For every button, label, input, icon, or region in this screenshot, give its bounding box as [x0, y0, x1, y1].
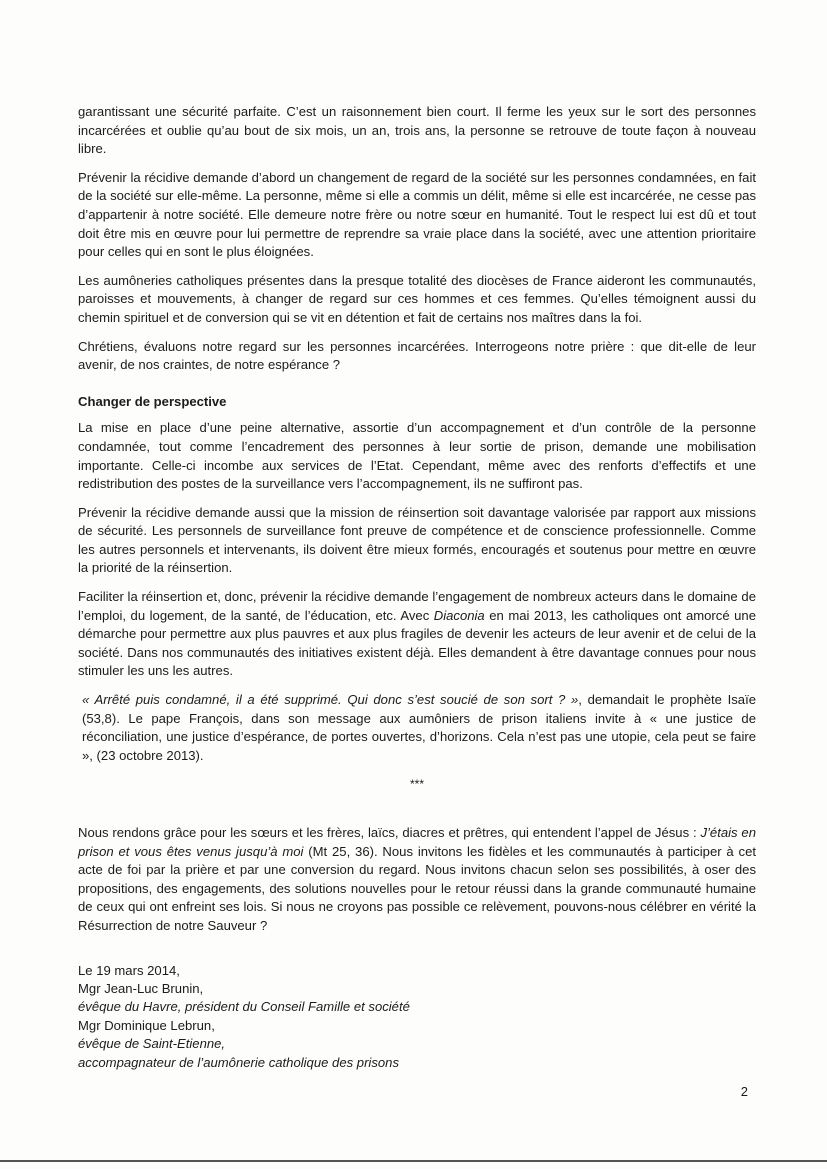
scan-bottom-edge: [0, 1160, 827, 1162]
gospel-quote: J’étais en prison et vous êtes venus jusqu’à moi: [78, 825, 756, 859]
signatory-1-role: [78, 998, 756, 1016]
paragraph-1: garantissant une sécurité parfaite. C’est un raisonnement bien court. Il ferme les yeux sur le sort des personnes incarcérées et oublie qu’au bout de six mois, un an, trois ans, la personne se retrouve de toute façon à nouveau libre.: [78, 104, 756, 157]
section-separator: ***: [409, 777, 424, 792]
paragraph-7-text-b: en mai 2013, les catholiques ont amorcé une démarche pour permettre aux plus pauvres et aux plus fragiles de devenir les acteurs de leur avenir et de celui de la société. Dans nos communautés des initiatives existent déjà. Elles demandent à être davantage connues pour nous stimuler les uns les autres.: [78, 607, 756, 679]
signatory-2-role-b-text: accompagnateur de l’aumônerie catholique des prisons: [78, 1054, 399, 1070]
paragraph-9-text-b: (Mt 25, 36). Nous invitons les fidèles et les communautés à participer à cet acte de foi par la prière et par une conversion du regard. Nous invitons chacun selon ses possibilités, à oser des propositions, des engagements, des solutions nouvelles pour le retour réussi dans la grande communauté humaine de ceux qui ont enfreint ses lois. Si nous ne croyons pas possible ce relèvement, pouvons-nous célébrer en vérité la Résurrection de notre Sauveur ?: [78, 843, 756, 933]
paragraph-7-text-a: Faciliter la réinsertion et, donc, prévenir la récidive demande l’engagement de nombreux acteurs dans le domaine de l’emploi, du logement, de la santé, de l’éducation, etc. Avec: [78, 589, 756, 623]
paragraph-9-text-a: Nous rendons grâce pour les sœurs et les frères, laïcs, diacres et prêtres, qui entendent l’appel de Jésus :: [78, 825, 701, 840]
paragraph-7: [78, 588, 756, 681]
section-heading: Changer de perspective: [78, 393, 227, 409]
paragraph-3: Les aumôneries catholiques présentes dans la presque totalité des diocèses de France aideront les communautés, paroisses et mouvements, à changer de regard sur ces hommes et ces femmes. Qu’elles témoignent aussi du chemin spirituel et de conversion qui se vit en détention et fait de certains nos maîtres dans la foi.: [78, 272, 756, 325]
paragraph-4: Chrétiens, évaluons notre regard sur les personnes incarcérées. Interrogeons notre prière : que dit-elle de leur avenir, de nos craintes, de notre espérance ?: [78, 338, 756, 373]
paragraph-8: [78, 691, 756, 765]
signatory-2-role-b: [78, 1054, 756, 1072]
signatory-2-name: Mgr Dominique Lebrun,: [78, 1017, 215, 1033]
signatory-1-name: Mgr Jean-Luc Brunin,: [78, 980, 204, 996]
paragraph-5: La mise en place d’une peine alternative, assortie d’un accompagnement et d’un contrôle de la personne condamnée, tout comme l’encadrement des personnes à leur sortie de prison, demande une mobilisation importante. Celle-ci incombe aux services de l’Etat. Cependant, même avec des renforts d’effectifs et une redistribution des postes de la surveillance vers l’accompagnement, ils ne suffiront pas.: [78, 420, 756, 492]
isaiah-quote: « Arrêté puis condamné, il a été supprimé. Qui donc s’est soucié de son sort ? »: [82, 692, 579, 708]
signatory-1-role-text: évêque du Havre, président du Conseil Famille et société: [78, 999, 410, 1015]
document-page: [78, 103, 756, 1072]
signature-block: [78, 962, 756, 1072]
paragraph-6: Prévenir la récidive demande aussi que la mission de réinsertion soit davantage valorisée par rapport aux missions de sécurité. Les personnels de surveillance font preuve de compétence et de conscience professionnelle. Comme les autres personnels et intervenants, ils doivent être mieux formés, encouragés et soutenus pour mettre en œuvre la priorité de la réinsertion.: [78, 504, 756, 576]
signatory-2-role-a: [78, 1035, 756, 1053]
diaconia-italic: Diaconia: [433, 607, 485, 623]
page-number: 2: [740, 1084, 748, 1099]
signature-date: Le 19 mars 2014,: [78, 962, 180, 978]
paragraph-9: [78, 824, 756, 936]
signatory-2-role-a-text: évêque de Saint-Etienne,: [78, 1036, 226, 1052]
paragraph-2: Prévenir la récidive demande d’abord un changement de regard de la société sur les personnes condamnées, en fait de la société sur elle-même. La personne, même si elle a commis un délit, même si elle est incarcérée, ne cesse pas d’appartenir à notre société. Elle demeure notre frère ou notre sœur en humanité. Tout le respect lui est dû et tout doit être mis en œuvre pour lui permettre de reprendre sa vraie place dans la société, avec une attention prioritaire pour celles qui en sont le plus éloignées.: [78, 169, 756, 260]
paragraph-8-text: , demandait le prophète Isaïe (53,8). Le pape François, dans son message aux aumôniers de prison italiens invite à « une justice de réconciliation, une justice d’espérance, de portes ouvertes, d’horizons. Cela n’est pas une utopie, cela peut se faire », (23 octobre 2013).: [82, 692, 756, 763]
